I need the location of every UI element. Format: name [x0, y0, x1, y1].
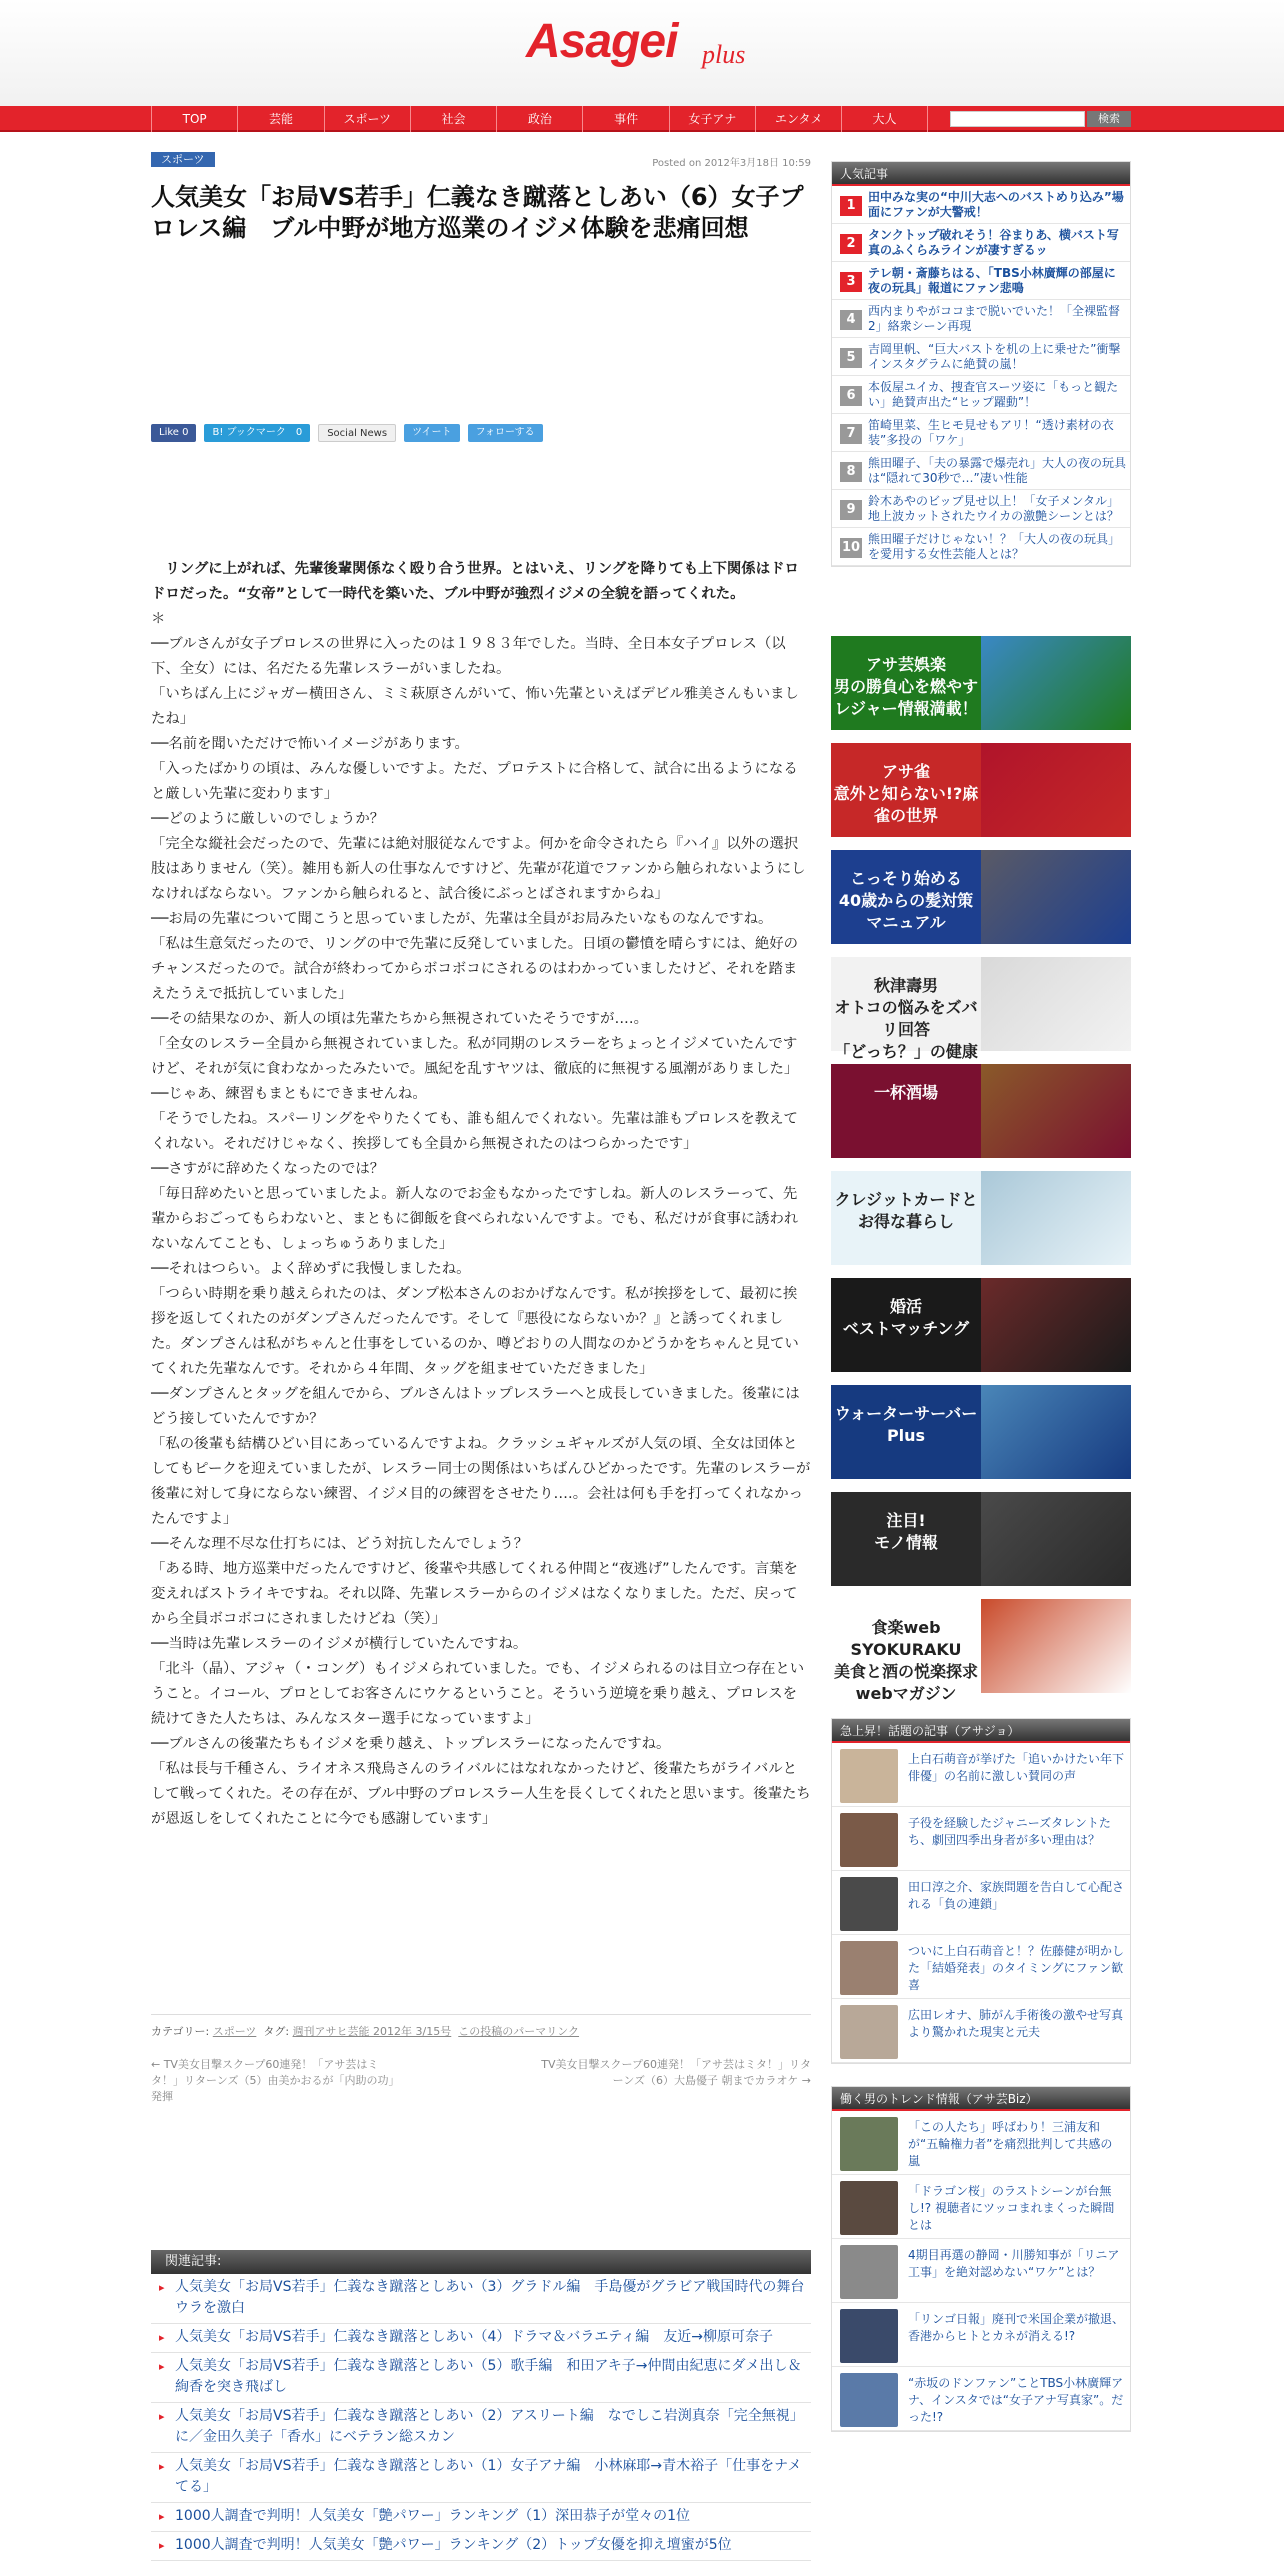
- article-paragraph: 「いちばん上にジャガー横田さん、ミミ萩原さんがいて、怖い先輩といえばデビル雅美さんもいましたね」: [151, 686, 799, 727]
- rising-item[interactable]: [832, 1935, 1130, 1999]
- ranking-item[interactable]: [832, 528, 1130, 566]
- rank-number: 4: [840, 310, 862, 330]
- article-paragraph: 「毎日辞めたいと思っていましたよ。新人なのでお金もなかったですしね。新人のレスラーって、先輩からおごってもらわないと、まともに御飯を食べられないんですよ。でも、私だけが食事に誘われないなんてことも、しょっちゅうありました」: [151, 1186, 799, 1252]
- banner-image: [981, 957, 1131, 1051]
- article-paragraph: 「私は長与千種さん、ライオネス飛鳥さんのライバルにはなれなかったけど、後輩たちがライバルとして戦ってくれた。その存在が、ブル中野のプロレスラー人生を長くしてくれたと思います。後輩たちが恩返しをしてくれたことに今でも感謝しています」: [151, 1761, 811, 1827]
- meta-tag-link[interactable]: 週刊アサヒ芸能 2012年 3/15号: [292, 2025, 452, 2038]
- ranking-item[interactable]: [832, 376, 1130, 414]
- thumbnail-image: [840, 1813, 898, 1867]
- permalink-link[interactable]: この投稿のパーマリンク: [458, 2025, 580, 2038]
- global-nav: [0, 106, 1284, 132]
- ranking-list: [832, 186, 1130, 566]
- article-paragraph: 「全女のレスラー全員から無視されていました。私が同期のレスラーをちょっとイジメていたんですけど、それが気に食わなかったみたいで。風紀を乱すヤツは、徹底的に無視する風潮がありました」: [151, 1036, 799, 1077]
- ranking-link[interactable]: 鈴木あやのビップ見せ以上！「女子メンタル」地上波カットされたウイカの激艶シーンとは？: [868, 494, 1120, 523]
- prev-post-link[interactable]: ← TV美女目撃スクープ60連発！「アサ芸はミタ！」リターンズ（5）由美かおるが「内助の功」発揮: [151, 2058, 400, 2103]
- nav-item[interactable]: 女子アナ: [669, 106, 755, 132]
- rising-list: [832, 1743, 1130, 2063]
- related-item[interactable]: ▸ 1000人調査で判明！人気美女「艶パワー」ランキング（2）トップ女優を抑え壇蜜が5位: [151, 2532, 811, 2561]
- search-input[interactable]: [950, 111, 1085, 127]
- ranking-link[interactable]: 熊田曜子だけじゃない！？「大人の夜の玩具」を愛用する女性芸能人とは？: [868, 532, 1121, 561]
- banner-text: 婚活 ベストマッチング: [831, 1278, 981, 1372]
- biz-link[interactable]: 「リンゴ日報」廃刊で米国企業が撤退、香港からヒトとカネが消える!?: [908, 2312, 1125, 2343]
- thumbnail-image: [840, 2309, 898, 2363]
- banner-water-server[interactable]: [831, 1385, 1131, 1479]
- rising-link[interactable]: 上白石萌音が挙げた「追いかけたい年下俳優」の名前に激しい賛同の声: [908, 1752, 1125, 1783]
- ranking-link[interactable]: 本仮屋ユイカ、捜査官スーツ姿に「もっと観たい」絶賛声出た“ヒップ躍動”！: [868, 380, 1119, 409]
- article-meta: [151, 2014, 811, 2039]
- article-paragraph: ──ブルさんの後輩たちもイジメを乗り越え、トップレスラーになったんですね。: [151, 1736, 671, 1752]
- logo-main-text: Asagei: [526, 15, 678, 68]
- related-heading: 関連記事:: [151, 2250, 811, 2274]
- related-item[interactable]: ▸ 人気美女「お局VS若手」仁義なき蹴落としあい（5）歌手編 和田アキ子→仲間由紀恵にダメ出し＆絢香を突き飛ばし: [151, 2353, 811, 2403]
- article-paragraph: ──ブルさんが女子プロレスの世界に入ったのは１９８３年でした。当時、全日本女子プロレス（以下、全女）には、名だたる先輩レスラーがいましたね。: [151, 636, 786, 677]
- thumbnail-image: [840, 2005, 898, 2059]
- related-item[interactable]: ▸ 1000人調査で判明！人気美女「艶パワー」ランキング（1）深田恭子が堂々の1位: [151, 2503, 811, 2532]
- banner-hair-loss[interactable]: [831, 850, 1131, 944]
- article-paragraph: 「入ったばかりの頃は、みんな優しいですよ。ただ、プロテストに合格して、試合に出るようになると厳しい先輩に変わります」: [151, 761, 798, 802]
- nav-item[interactable]: 社会: [410, 106, 496, 132]
- biz-link[interactable]: 「この人たち」呼ばわり！三浦友和が“五輪権力者”を痛烈批判して共感の嵐: [908, 2120, 1113, 2168]
- ranking-item[interactable]: [832, 224, 1130, 262]
- ranking-item[interactable]: [832, 490, 1130, 528]
- banner-image: [981, 1385, 1131, 1479]
- banner-text: アサ雀 意外と知らない!?麻雀の世界: [831, 743, 981, 837]
- banner-health[interactable]: [831, 957, 1131, 1061]
- banner-text: 注目! モノ情報: [831, 1492, 981, 1586]
- article-paragraph: ──お局の先輩について聞こうと思っていましたが、先輩は全員がお局みたいなものなんですね。: [151, 911, 773, 927]
- rising-item[interactable]: [832, 1807, 1130, 1871]
- banner-text: クレジットカードとお得な暮らし: [831, 1171, 981, 1265]
- ranking-item[interactable]: [832, 414, 1130, 452]
- banner-image: [981, 1599, 1131, 1693]
- related-item[interactable]: ▸ 人気美女「お局VS若手」仁義なき蹴落としあい（4）ドラマ＆バラエティ編 友近→柳原可奈子: [151, 2324, 811, 2353]
- nav-item[interactable]: 芸能: [237, 106, 323, 132]
- biz-item[interactable]: [832, 2367, 1130, 2431]
- share-button[interactable]: Like 0: [151, 424, 196, 442]
- ranking-link[interactable]: 熊田曜子、「夫の暴露で爆売れ」大人の夜の玩具は“隠れて30秒で…”凄い性能: [868, 456, 1127, 485]
- ranking-link[interactable]: 吉岡里帆、“巨大バストを机の上に乗せた”衝撃インスタグラムに絶賛の嵐！: [868, 342, 1121, 371]
- article-paragraph: ──ダンプさんとタッグを組んでから、ブルさんはトップレスラーへと成長していきました。後輩にはどう接していたんですか？: [151, 1386, 800, 1427]
- banner-image: [981, 636, 1131, 730]
- banner-image: [981, 743, 1131, 837]
- article-paragraph: ──それはつらい。よく辞めずに我慢しましたね。: [151, 1261, 471, 1277]
- biz-link[interactable]: 4期目再選の静岡・川勝知事が「リニア工事」を絶対認めない“ワケ”とは？: [908, 2248, 1120, 2279]
- banner-image: [981, 1492, 1131, 1586]
- rank-number: 7: [840, 424, 862, 444]
- ranking-item[interactable]: [832, 338, 1130, 376]
- thumbnail-image: [840, 1749, 898, 1803]
- article-paragraph: 「そうでしたね。スパーリングをやりたくても、誰も組んでくれない。先輩は誰もプロレスを教えてくれない。それだけじゃなく、挨拶しても全員から無視されたのはつらかったです」: [151, 1111, 798, 1152]
- biz-link[interactable]: “赤坂のドンファン”ことTBS小林廣輝アナ、インスタでは“女子アナ写真家”。だった!?: [908, 2376, 1124, 2424]
- banner-shokuraku[interactable]: [831, 1599, 1131, 1703]
- related-item[interactable]: ▸ 人気美女「お局VS若手」仁義なき蹴落としあい（3）グラドル編 手島優がグラビア戦国時代の舞台ウラを激白: [151, 2274, 811, 2324]
- article-paragraph: ──どのように厳しいのでしょうか？: [151, 811, 385, 827]
- article-title: 人気美女「お局VS若手」仁義なき蹴落としあい（6）女子プロレス編 ブル中野が地方巡業のイジメ体験を悲痛回想: [151, 183, 804, 242]
- rising-link[interactable]: 田口淳之介、家族問題を告白して心配される「負の連鎖」: [908, 1880, 1125, 1911]
- rising-box: [831, 1718, 1131, 2064]
- meta-category-label: カテゴリー:: [151, 2025, 210, 2038]
- biz-item[interactable]: [832, 2303, 1130, 2367]
- ranking-item[interactable]: [832, 452, 1130, 490]
- rank-number: 5: [840, 348, 862, 368]
- rank-number: 10: [840, 538, 862, 558]
- share-button[interactable]: フォローする: [468, 424, 543, 442]
- biz-item[interactable]: [832, 2175, 1130, 2239]
- site-header: [0, 0, 1284, 106]
- biz-item[interactable]: [832, 2239, 1130, 2303]
- banner-asagei-gouraku[interactable]: [831, 636, 1131, 730]
- article-lead: リングに上がれば、先輩後輩関係なく殴り合う世界。とはいえ、リングを降りても上下関係はドロドロだった。“女帝”として一時代を築いた、ブル中野が強烈イジメの全貌を語ってくれた。: [151, 561, 799, 602]
- meta-category-link[interactable]: スポーツ: [212, 2025, 257, 2038]
- ranking-item[interactable]: [832, 262, 1130, 300]
- banner-text: アサ芸娯楽 男の勝負心を燃やすレジャー情報満載！: [831, 636, 981, 730]
- banner-text: ウォーターサーバー Plus: [831, 1385, 981, 1479]
- rank-number: 2: [840, 234, 862, 254]
- ranking-heading: 人気記事: [832, 162, 1130, 186]
- related-item[interactable]: ▸ 人気美女「お局VS若手」仁義なき蹴落としあい（2）アスリート編 なでしこ岩渕真奈「完全無視」に／金田久美子「香水」にベテラン総スカン: [151, 2403, 811, 2453]
- related-articles: [151, 2250, 811, 2561]
- banner-mono-jouhou[interactable]: [831, 1492, 1131, 1586]
- article-paragraph: 「ある時、地方巡業中だったんですけど、後輩や共感してくれる仲間と“夜逃げ”したんです。言葉を変えればストライキですね。それ以降、先輩レスラーからのイジメはなくなりました。ただ、戻ってから全員ボコボコにされましたけどね（笑）」: [151, 1561, 798, 1627]
- article-paragraph: ──そんな理不尽な仕打ちには、どう対抗したんでしょう？: [151, 1536, 529, 1552]
- article-paragraph: ──じゃあ、練習もまともにできませんね。: [151, 1086, 427, 1102]
- biz-box: [831, 2086, 1131, 2432]
- banner-text: 一杯酒場: [831, 1064, 981, 1158]
- posted-date: Posted on 2012年3月18日 10:59: [652, 158, 811, 169]
- rising-link[interactable]: 広田レオナ、肺がん手術後の激やせ写真より驚かれた現実と元夫: [908, 2008, 1124, 2039]
- nav-item[interactable]: 事件: [582, 106, 668, 132]
- biz-list: [832, 2111, 1130, 2431]
- ranking-link[interactable]: 田中みな実の“中川大志へのバストめり込み”場面にファンが大警戒！: [868, 190, 1124, 219]
- ranking-link[interactable]: タンクトップ破れそう！谷まりあ、横バスト写真のふくらみラインが凄すぎるッ: [868, 228, 1119, 257]
- article-body: [151, 557, 811, 1832]
- rising-heading: 急上昇！話題の記事（アサジョ）: [832, 1719, 1130, 1743]
- next-post-link[interactable]: TV美女目撃スクープ60連発！「アサ芸はミタ！」リターンズ（6）大島優子 朝までカラオケ →: [541, 2058, 811, 2087]
- biz-heading: 働く男のトレンド情報（アサ芸Biz）: [832, 2087, 1130, 2111]
- category-badge[interactable]: スポーツ: [151, 152, 215, 167]
- biz-item[interactable]: [832, 2111, 1130, 2175]
- banner-image: [981, 850, 1131, 944]
- rising-link[interactable]: 子役を経験したジャニーズタレントたち、劇団四季出身者が多い理由は？: [908, 1816, 1111, 1847]
- article-paragraph: ──当時は先輩レスラーのイジメが横行していたんですね。: [151, 1636, 528, 1652]
- thumbnail-image: [840, 1877, 898, 1931]
- article-paragraph: ──名前を聞いただけで怖いイメージがあります。: [151, 736, 469, 752]
- thumbnail-image: [840, 2117, 898, 2171]
- banner-image: [981, 1278, 1131, 1372]
- ranking-box: [831, 161, 1131, 567]
- meta-tag-label: タグ:: [263, 2025, 290, 2038]
- article-paragraph: ──さすがに辞めたくなったのでは？: [151, 1161, 385, 1177]
- banner-konkatsu[interactable]: [831, 1278, 1131, 1372]
- related-item[interactable]: ▸ 人気美女「お局VS若手」仁義なき蹴落としあい（1）女子アナ編 小林麻耶→青木裕子「仕事をナメてる」: [151, 2453, 811, 2503]
- rising-item[interactable]: [832, 1871, 1130, 1935]
- ranking-link[interactable]: 笛崎里菜、生ヒモ見せもアリ！“透け素材の衣装”多投の「ワケ」: [868, 418, 1114, 447]
- banner-text: 食楽web SYOKURAKU 美食と酒の悦楽探求webマガジン: [831, 1599, 981, 1693]
- article-paragraph: 「完全な縦社会だったので、先輩には絶対服従なんですよ。何かを命令されたら『ハイ』以外の選択肢はありません（笑）。雑用も新人の仕事なんですけど、先輩が花道でファンから触られないようにしなければならない。ファンから触られると、試合後にぶっとばされますからね」: [151, 836, 806, 902]
- banner-image: [981, 1171, 1131, 1265]
- article-paragraph: 「北斗（晶）、アジャ（・コング）もイジメられていました。でも、イジメられるのは目立つ存在ということ。イコール、プロとしてお客さんにウケるということ。そういう逆境を乗り越え、プロレスを続けてきた人たちは、みんなスター選手になっていますよ」: [151, 1661, 805, 1727]
- article-paragraph: ＊: [151, 611, 166, 627]
- banner-credit-card[interactable]: [831, 1171, 1131, 1265]
- nav-items: [151, 106, 928, 132]
- article-paragraph: 「私の後輩も結構ひどい目にあっているんですよね。クラッシュギャルズが人気の頃、全女は団体としてもピークを迎えていましたが、レスラー同士の関係はいちばんひどかったです。先輩のレスラーが後輩に対して身にならない練習、イジメ目的の練習をさせたり‥‥。会社は何も手を打ってくれなかったんですよ」: [151, 1436, 811, 1527]
- rank-number: 3: [840, 272, 862, 292]
- logo-plus-text: plus: [702, 40, 746, 69]
- rank-number: 1: [840, 196, 862, 216]
- ranking-link[interactable]: 西内まりやがココまで脱いでいた！「全裸監督2」絡衆シーン再現: [868, 304, 1121, 333]
- search-button[interactable]: 検索: [1087, 111, 1131, 127]
- banner-image: [981, 1064, 1131, 1158]
- thumbnail-image: [840, 2245, 898, 2299]
- rank-number: 9: [840, 500, 862, 520]
- rising-link[interactable]: ついに上白石萌音と！？佐藤健が明かした「結婚発表」のタイミングにファン歓喜: [908, 1944, 1125, 1992]
- thumbnail-image: [840, 2181, 898, 2235]
- share-button[interactable]: B! ブックマーク 0: [204, 424, 310, 442]
- article-paragraphs: [151, 607, 811, 1832]
- site-logo[interactable]: [526, 14, 758, 74]
- thumbnail-image: [840, 2373, 898, 2427]
- share-button[interactable]: Social News: [318, 424, 396, 442]
- article-paragraph: ──その結果なのか、新人の頃は先輩たちから無視されていたそうですが‥‥。: [151, 1011, 649, 1027]
- ranking-item[interactable]: [832, 300, 1130, 338]
- rising-item[interactable]: [832, 1999, 1130, 2063]
- ranking-link[interactable]: テレ朝・斎藤ちはる、「TBS小林廣輝の部屋に夜の玩具」報道にファン悲鳴: [868, 266, 1116, 295]
- article-paragraph: 「私は生意気だったので、リングの中で先輩に反発していました。日頃の鬱憤を晴らすには、絶好のチャンスだったので。試合が終わってからボコボコにされるのはわかっていましたけど、それを踏まえたうえで抵抗していました」: [151, 936, 799, 1002]
- nav-item[interactable]: 大人: [841, 106, 927, 132]
- rank-number: 8: [840, 462, 862, 482]
- nav-item[interactable]: TOP: [151, 106, 237, 132]
- article-paragraph: 「つらい時期を乗り越えられたのは、ダンプ松本さんのおかげなんです。私が挨拶をして、最初に挨拶を返してくれたのがダンプさんだったんです。そして『悪役にならないか？』と誘ってくれました。ダンプさんは私がちゃんと仕事をしているのか、噂どおりの人間なのかどうかをちゃんと見ていてくれた先輩なんです。それから４年間、タッグを組ませていただきました」: [151, 1286, 799, 1377]
- related-list: [151, 2274, 811, 2561]
- nav-item[interactable]: エンタメ: [755, 106, 841, 132]
- banner-text: 秋津壽男 オトコの悩みをズバリ回答 「どっち？」の健康: [831, 957, 981, 1051]
- rank-number: 6: [840, 386, 862, 406]
- banner-text: こっそり始める 40歳からの髪対策マニュアル: [831, 850, 981, 944]
- biz-link[interactable]: 「ドラゴン桜」のラストシーンが台無し!? 視聴者にツッコまれまくった瞬間とは: [908, 2184, 1115, 2232]
- nav-item[interactable]: 政治: [496, 106, 582, 132]
- rising-item[interactable]: [832, 1743, 1130, 1807]
- banner-asajan[interactable]: [831, 743, 1131, 837]
- nav-item[interactable]: スポーツ: [324, 106, 410, 132]
- thumbnail-image: [840, 1941, 898, 1995]
- ranking-item[interactable]: [832, 186, 1130, 224]
- share-button[interactable]: ツイート: [404, 424, 460, 442]
- share-buttons: [151, 424, 543, 442]
- banner-ippai-sakaba[interactable]: [831, 1064, 1131, 1158]
